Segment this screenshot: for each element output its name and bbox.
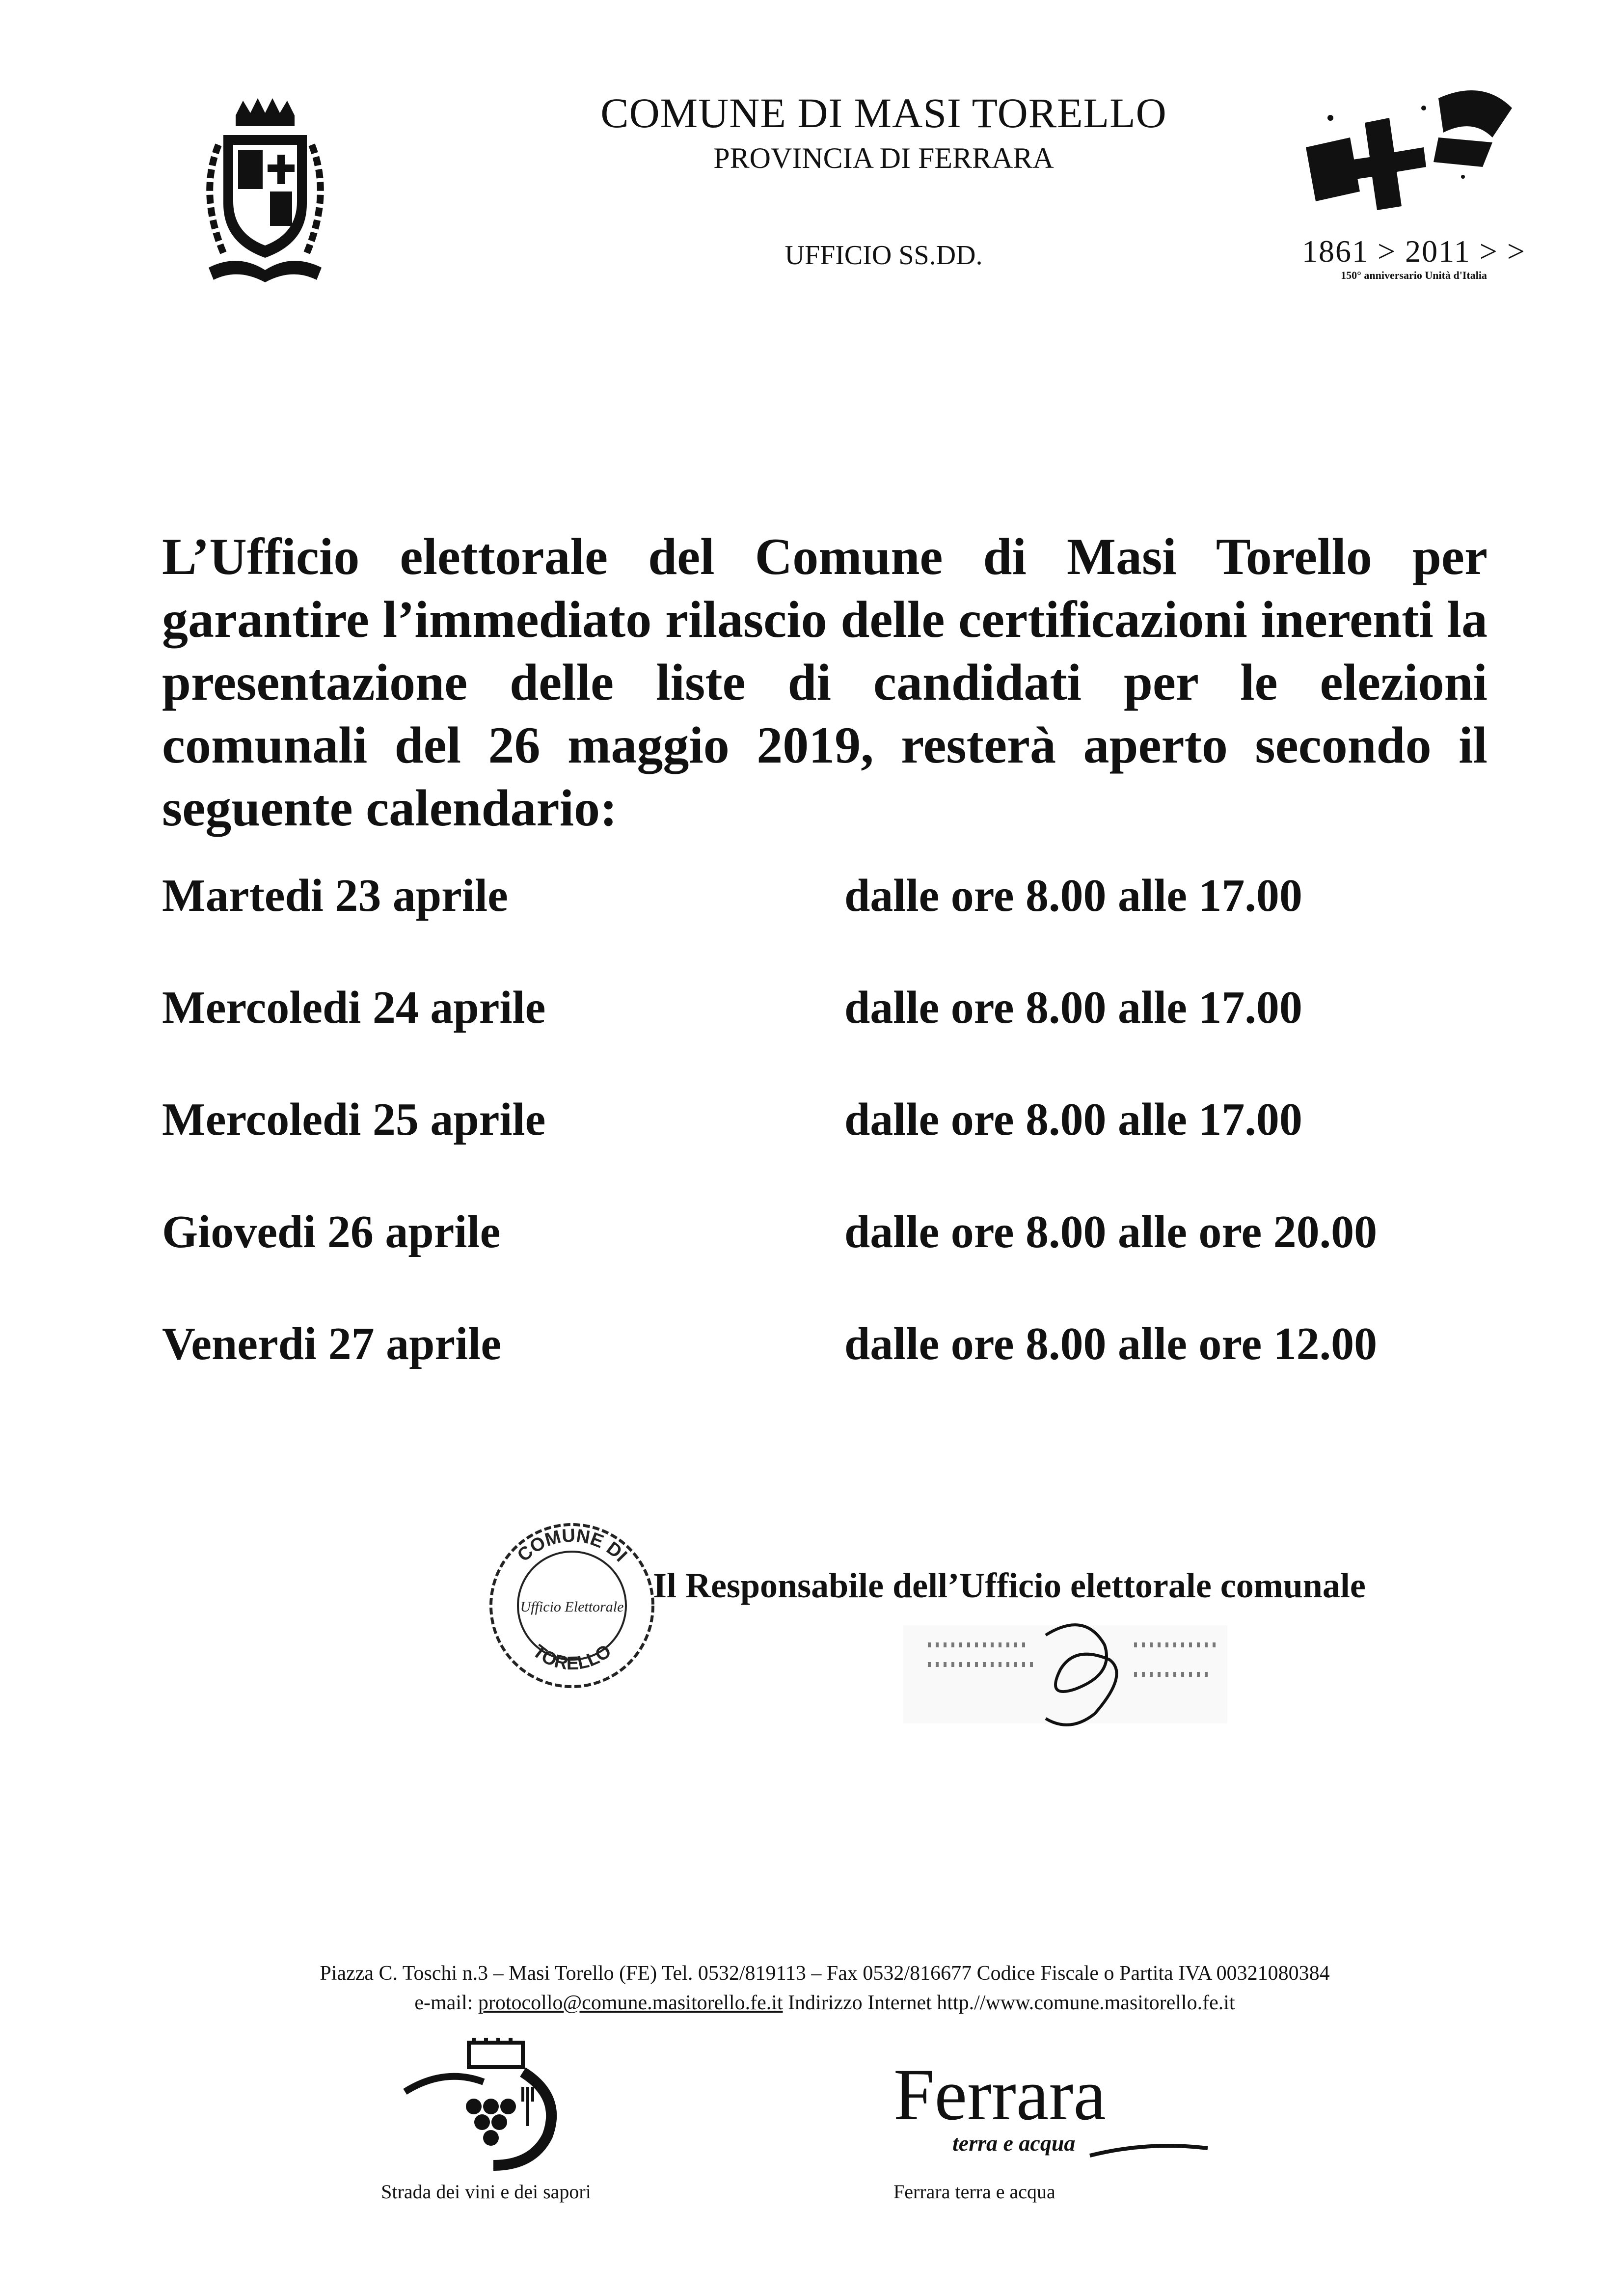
office-stamp [484, 1517, 660, 1694]
schedule-time: dalle ore 8.00 alle ore 20.00 [844, 1206, 1378, 1257]
footer-address: Piazza C. Toschi n.3 – Masi Torello (FE) Tel. 0532/819113 – Fax 0532/816677 Codice Fiscale o Partita IVA 00321080384 [320, 1962, 1330, 1985]
ferrara-tagline: terra e acqua [952, 2131, 1076, 2156]
schedule-time: dalle ore 8.00 alle 17.00 [844, 1094, 1302, 1145]
footer-contacts [162, 1991, 1488, 2015]
municipal-crest-icon [189, 96, 341, 292]
town-name: COMUNE DI MASI TORELLO [600, 89, 1167, 137]
handwritten-signature [898, 1615, 1242, 1743]
wine-route-logo-icon [400, 2038, 567, 2175]
schedule-time: dalle ore 8.00 alle 17.00 [844, 870, 1302, 921]
office-name: UFFICIO SS.DD. [784, 240, 983, 271]
schedule-day: Venerdi 27 aprile [162, 1318, 502, 1369]
schedule-day: Mercoledi 25 aprile [162, 1094, 546, 1145]
flag-150-logo-icon [1276, 79, 1542, 226]
anniversary-text: 150° anniversario Unità d'Italia [1341, 269, 1487, 281]
email-link[interactable]: protocollo@comune.masitorello.fe.it [478, 1992, 783, 2014]
schedule-day: Giovedi 26 aprile [162, 1206, 501, 1257]
schedule-row [162, 1205, 1488, 1269]
email-label: e-mail: [414, 1992, 473, 2014]
svg-text:COMUNE DI [514, 1526, 631, 1566]
svg-text:TORELLO [529, 1641, 615, 1674]
schedule-time: dalle ore 8.00 alle 17.00 [844, 982, 1302, 1033]
schedule-day: Mercoledi 24 aprile [162, 982, 546, 1033]
schedule-time: dalle ore 8.00 alle ore 12.00 [844, 1318, 1378, 1369]
ferrara-logo-text: Ferrara [893, 2054, 1107, 2135]
ferrara-tagline-logo [943, 2126, 1217, 2165]
intro-paragraph: L’Ufficio elettorale del Comune di Masi Torello per garantire l’immediato rilascio delle certificazioni inerenti la presentazione delle liste di candidati per le elezioni comunali del 26 maggio 2019, resterà aperto secondo il seguente calendario: [162, 528, 1488, 837]
province-name: PROVINCIA DI FERRARA [713, 142, 1054, 174]
ferrara-caption: Ferrara terra e acqua [893, 2181, 1055, 2203]
stamp-bottom-text: TORELLO [528, 1640, 616, 1674]
schedule-row [162, 981, 1488, 1045]
schedule-row [162, 1093, 1488, 1157]
wine-route-caption: Strada dei vini e dei sapori [381, 2181, 591, 2203]
stamp-top-text: COMUNE DI [513, 1525, 631, 1566]
schedule-row [162, 1317, 1488, 1381]
schedule-row [162, 869, 1488, 933]
stamp-center-text: Ufficio Elettorale [520, 1599, 624, 1615]
anniversary-years: 1861 > 2011 > > [1302, 234, 1526, 269]
signatory-role: Il Responsabile dell’Ufficio elettorale comunale [653, 1566, 1366, 1605]
website-text[interactable]: Indirizzo Internet http.//www.comune.masitorello.fe.it [788, 1992, 1235, 2014]
schedule-day: Martedi 23 aprile [162, 870, 508, 921]
